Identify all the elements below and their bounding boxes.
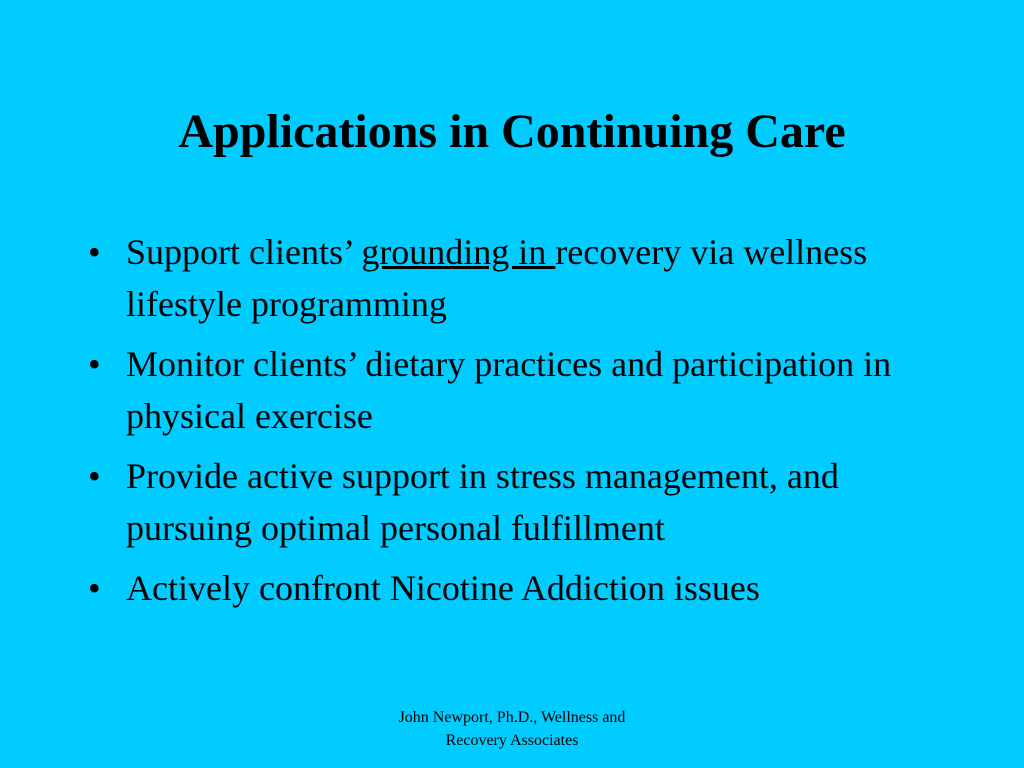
bullet-dot-icon: • xyxy=(88,568,101,608)
footer-line-2: Recovery Associates xyxy=(445,732,579,749)
bullet-1-underlined-text: grounding in xyxy=(361,232,556,272)
slide-footer xyxy=(312,706,712,752)
bullet-list xyxy=(88,226,968,622)
bullet-dot-icon: • xyxy=(88,232,101,272)
bullet-1-text-start: Support clients’ xyxy=(126,232,362,272)
bullet-item-3 xyxy=(88,450,968,554)
bullet-item-4 xyxy=(88,562,968,614)
bullet-dot-icon: • xyxy=(88,344,101,384)
bullet-2-text: Monitor clients’ dietary practices and participation in physical exercise xyxy=(126,344,892,436)
bullet-1-text-end: recovery via wellness lifestyle programming xyxy=(126,232,868,324)
bullet-4-text: Actively confront Nicotine Addiction issues xyxy=(126,568,760,608)
bullet-item-1 xyxy=(88,226,968,330)
footer-line-1: John Newport, Ph.D., Wellness and xyxy=(398,709,626,726)
bullet-dot-icon: • xyxy=(88,456,101,496)
bullet-3-text: Provide active support in stress management, and pursuing optimal personal fulfillment xyxy=(126,456,839,548)
slide-title: Applications in Continuing Care xyxy=(178,105,846,158)
bullet-item-2 xyxy=(88,338,968,442)
